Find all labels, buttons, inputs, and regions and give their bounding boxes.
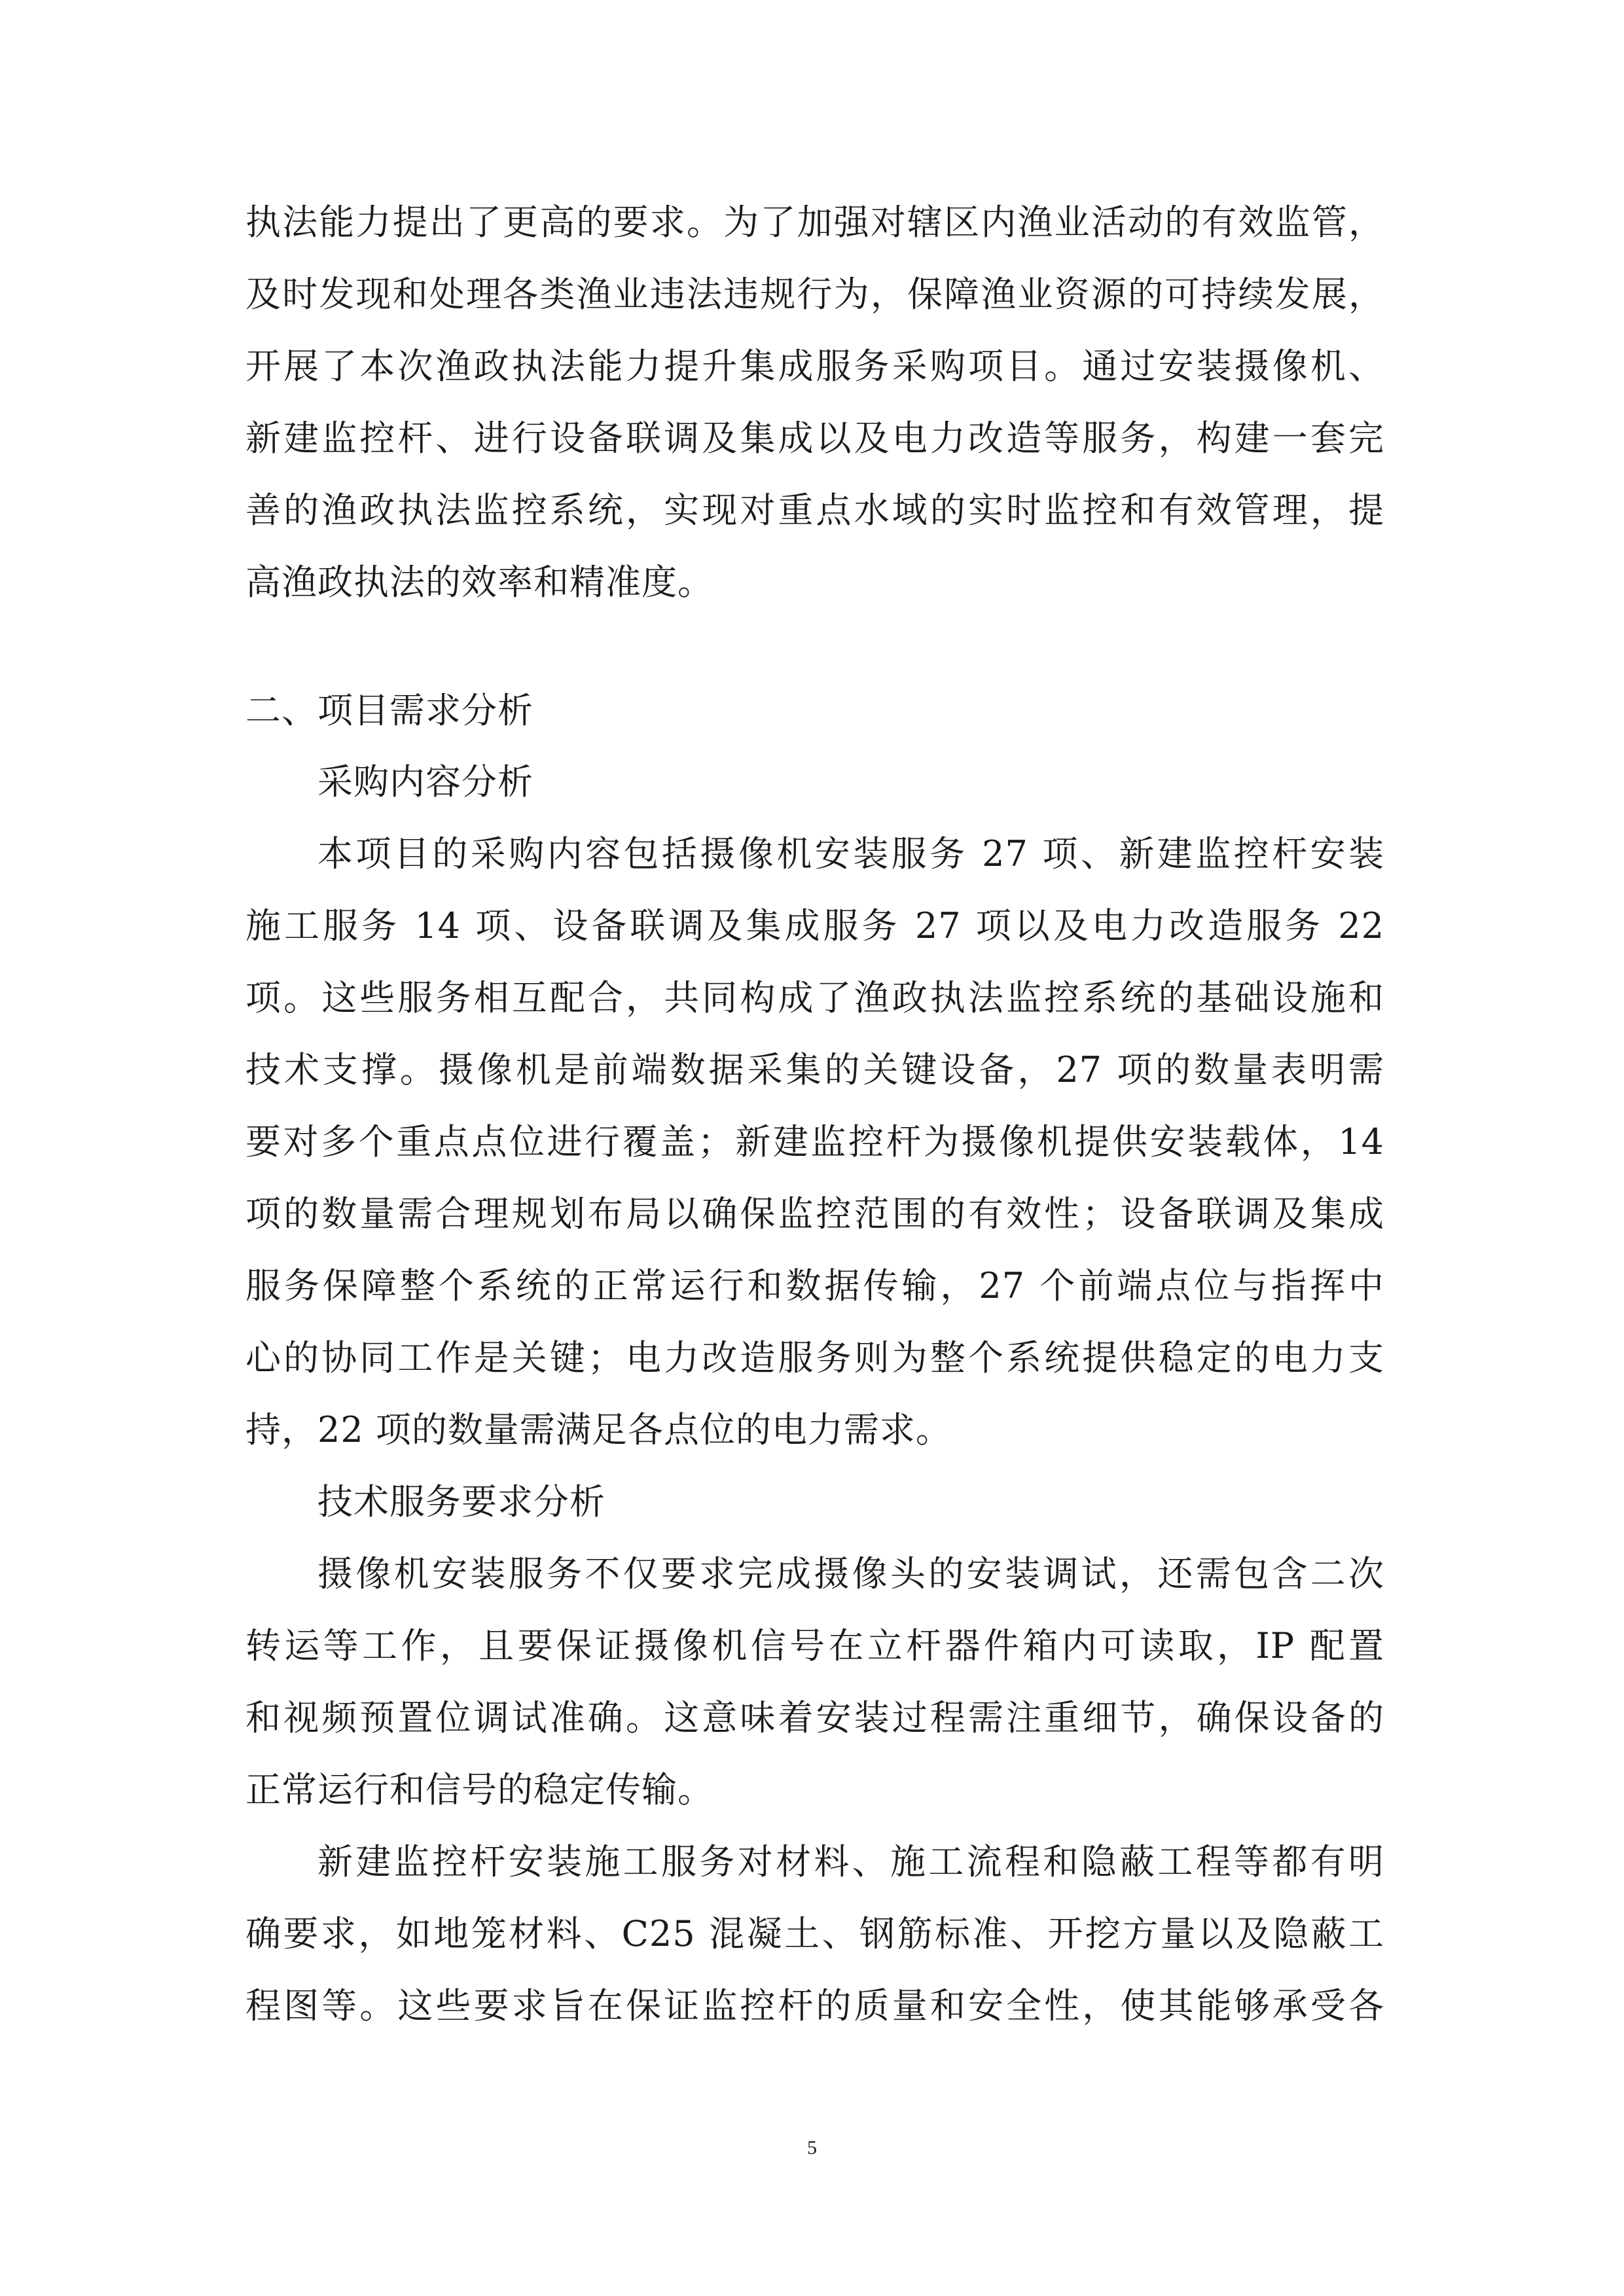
paragraph-camera-line: 摄像机安装服务不仅要求完成摄像头的安装调试，还需包含二次 xyxy=(317,1553,1384,1594)
paragraph-camera-line: 正常运行和信号的稳定传输。 xyxy=(245,1769,713,1810)
paragraph-procurement-line: 本项目的采购内容包括摄像机安装服务 27 项、新建监控杆安装 xyxy=(317,833,1384,874)
section-heading: 二、项目需求分析 xyxy=(245,690,533,731)
paragraph-pole-line: 新建监控杆安装施工服务对材料、施工流程和隐蔽工程等都有明 xyxy=(317,1841,1384,1882)
paragraph-camera-line: 和视频预置位调试准确。这意味着安装过程需注重细节，确保设备的 xyxy=(245,1697,1384,1738)
paragraph-procurement-line: 服务保障整个系统的正常运行和数据传输，27 个前端点位与指挥中 xyxy=(245,1265,1384,1306)
paragraph-procurement-line: 持，22 项的数量需满足各点位的电力需求。 xyxy=(245,1409,952,1450)
paragraph-intro-line: 开展了本次渔政执法能力提升集成服务采购项目。通过安装摄像机、 xyxy=(245,346,1384,387)
paragraph-procurement-line: 技术支撑。摄像机是前端数据采集的关键设备，27 项的数量表明需 xyxy=(245,1049,1384,1090)
paragraph-intro-line: 善的渔政执法监控系统，实现对重点水域的实时监控和有效管理，提 xyxy=(245,490,1384,531)
paragraph-procurement-line: 项的数量需合理规划布局以确保监控范围的有效性；设备联调及集成 xyxy=(245,1193,1384,1234)
paragraph-intro-line: 及时发现和处理各类渔业违法违规行为，保障渔业资源的可持续发展， xyxy=(245,274,1384,315)
paragraph-procurement-line: 心的协同工作是关键；电力改造服务则为整个系统提供稳定的电力支 xyxy=(245,1337,1384,1378)
paragraph-pole-line: 确要求，如地笼材料、C25 混凝土、钢筋标准、开挖方量以及隐蔽工 xyxy=(245,1913,1384,1954)
subheading-procurement: 采购内容分析 xyxy=(317,761,533,802)
page-number: 5 xyxy=(807,2137,817,2159)
paragraph-procurement-line: 要对多个重点点位进行覆盖；新建监控杆为摄像机提供安装载体，14 xyxy=(245,1121,1384,1162)
paragraph-intro-line: 高渔政执法的效率和精准度。 xyxy=(245,562,713,603)
paragraph-procurement-line: 项。这些服务相互配合，共同构成了渔政执法监控系统的基础设施和 xyxy=(245,977,1384,1018)
paragraph-camera-line: 转运等工作，且要保证摄像机信号在立杆器件箱内可读取，IP 配置 xyxy=(245,1625,1384,1666)
paragraph-intro-line: 执法能力提出了更高的要求。为了加强对辖区内渔业活动的有效监管， xyxy=(245,202,1384,243)
subheading-technical: 技术服务要求分析 xyxy=(317,1481,605,1522)
paragraph-pole-line: 程图等。这些要求旨在保证监控杆的质量和安全性，使其能够承受各 xyxy=(245,1985,1384,2026)
paragraph-intro-line: 新建监控杆、进行设备联调及集成以及电力改造等服务，构建一套完 xyxy=(245,418,1384,459)
paragraph-procurement-line: 施工服务 14 项、设备联调及集成服务 27 项以及电力改造服务 22 xyxy=(245,905,1384,946)
